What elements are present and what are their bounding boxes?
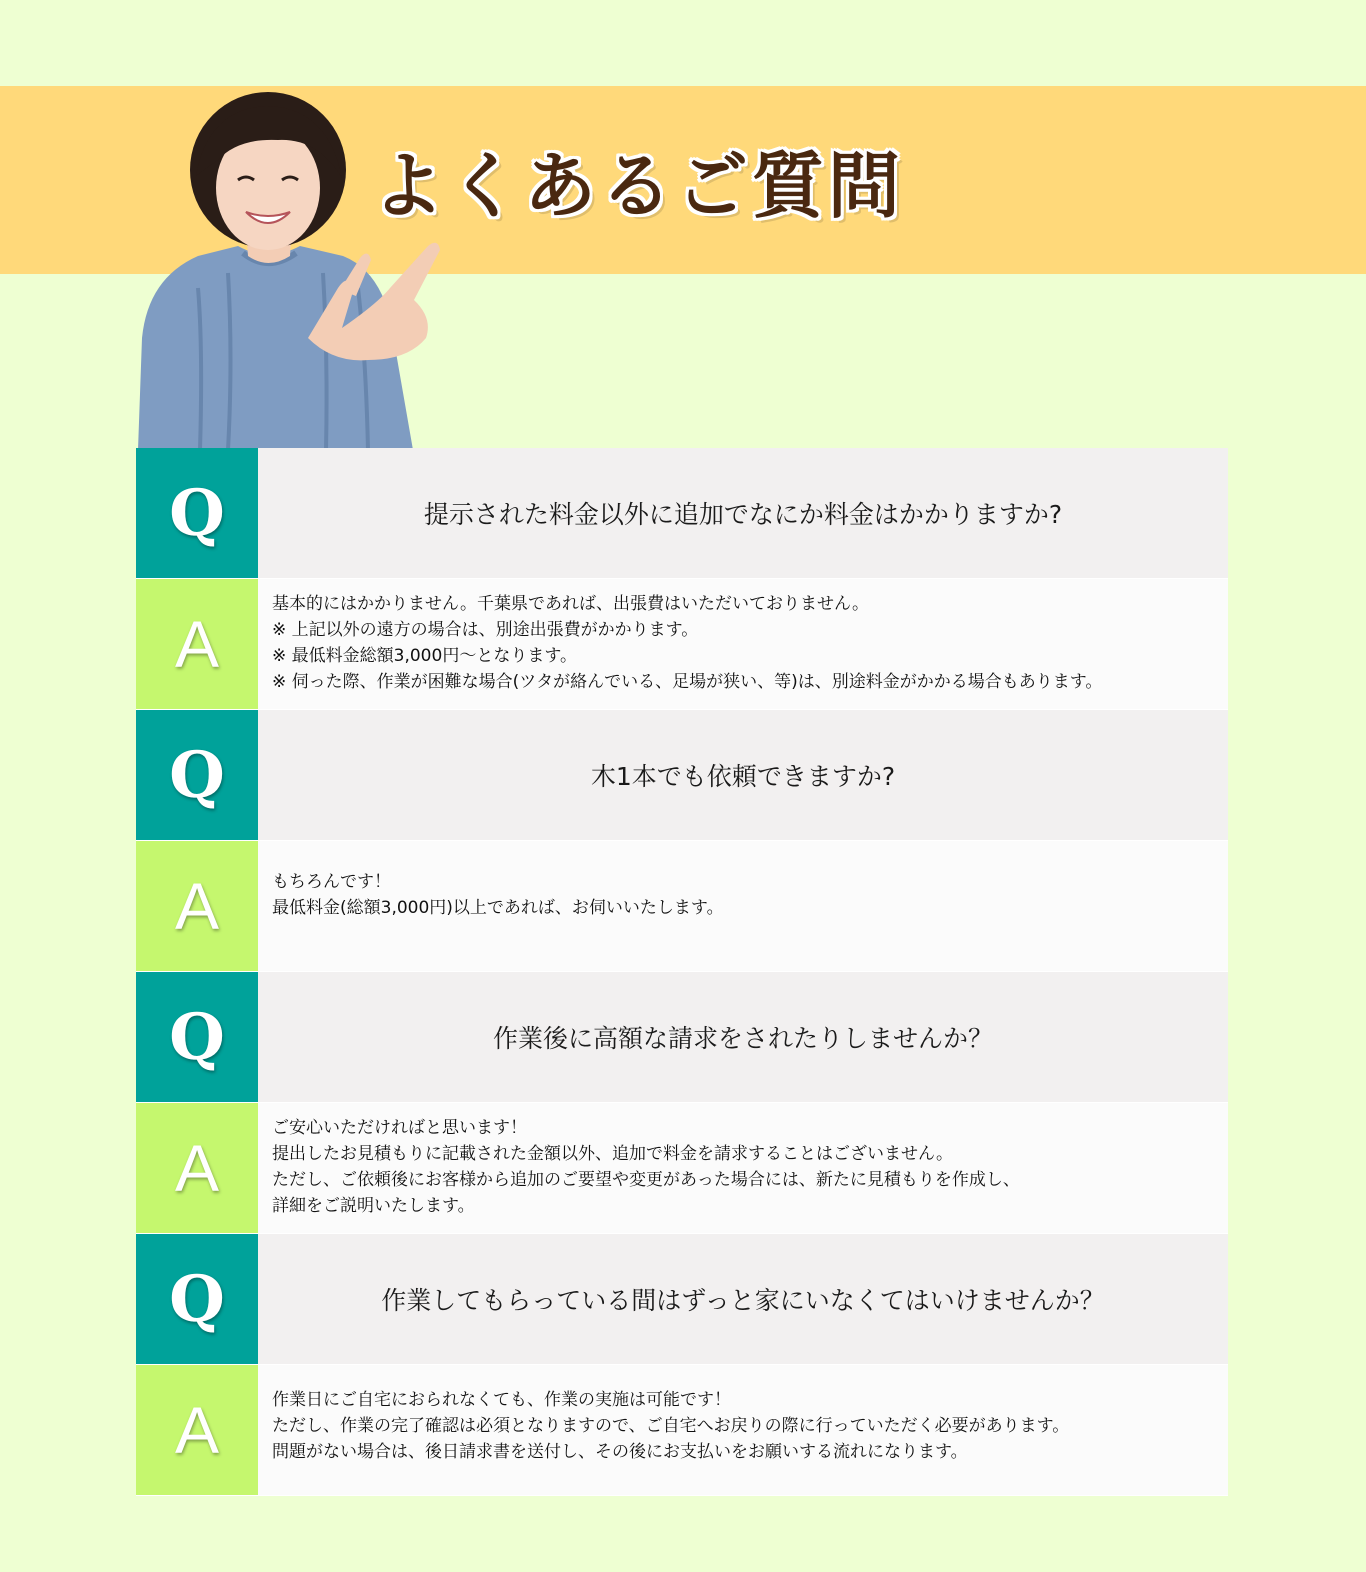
a-mark: A <box>136 1103 258 1233</box>
a-mark: A <box>136 841 258 971</box>
faq-answer-row <box>136 841 1228 972</box>
answer-line: ※ 伺った際、作業が困難な場合(ツタが絡んでいる、足場が狭い、等)は、別途料金がかかる場合もあります。 <box>272 672 1103 692</box>
answer-line: 問題がない場合は、後日請求書を送付し、その後にお支払いをお願いする流れになります。 <box>272 1442 968 1462</box>
q-mark: Q <box>136 448 258 578</box>
answer-line: 提出したお見積もりに記載された金額以外、追加で料金を請求することはございません。 <box>272 1144 954 1164</box>
a-mark: A <box>136 1365 258 1495</box>
answer-line: ※ 上記以外の遠方の場合は、別途出張費がかかります。 <box>272 620 699 640</box>
faq-answer-row <box>136 1103 1228 1234</box>
question-text: 作業してもらっている間はずっと家にいなくてはいけませんか？ <box>258 1234 1228 1364</box>
answer-line: ただし、作業の完了確認は必須となりますので、ご自宅へお戻りの際に行っていただく必要があります。 <box>272 1416 1070 1436</box>
q-mark: Q <box>136 972 258 1102</box>
answer-line: 基本的にはかかりません。千葉県であれば、出張費はいただいておりません。 <box>272 594 870 614</box>
page-title: よくあるご質問 <box>372 144 905 228</box>
answer-line: 詳細をご説明いたします。 <box>272 1196 475 1216</box>
answer-line: ただし、ご依頼後にお客様から追加のご要望や変更があった場合には、新たに見積もりを作成し、 <box>272 1170 1020 1190</box>
answer-line: ご安心いただければと思います！ <box>272 1118 527 1138</box>
question-text: 提示された料金以外に追加でなにか料金はかかりますか? <box>258 448 1228 578</box>
q-mark: Q <box>136 710 258 840</box>
question-text: 作業後に高額な請求をされたりしませんか？ <box>258 972 1228 1102</box>
answer-line: 作業日にご自宅におられなくても、作業の実施は可能です！ <box>272 1390 731 1410</box>
faq-question-row <box>136 972 1228 1103</box>
faq-question-row <box>136 1234 1228 1365</box>
faq-answer-row <box>136 579 1228 710</box>
answer-line: ※ 最低料金総額3,000円～となります。 <box>272 646 577 666</box>
answer-line: 最低料金(総額3,000円)以上であれば、お伺いいたします。 <box>272 898 724 918</box>
q-mark: Q <box>136 1234 258 1364</box>
faq-question-row <box>136 710 1228 841</box>
answer-text <box>258 579 1228 709</box>
faq-answer-row <box>136 1365 1228 1496</box>
question-text: 木1本でも依頼できますか? <box>258 710 1228 840</box>
answer-text <box>258 841 1228 971</box>
a-mark: A <box>136 579 258 709</box>
faq-question-row <box>136 448 1228 579</box>
answer-text <box>258 1103 1228 1233</box>
answer-line: もちろんです！ <box>272 872 391 892</box>
answer-text <box>258 1365 1228 1495</box>
faq-list <box>136 448 1228 1496</box>
